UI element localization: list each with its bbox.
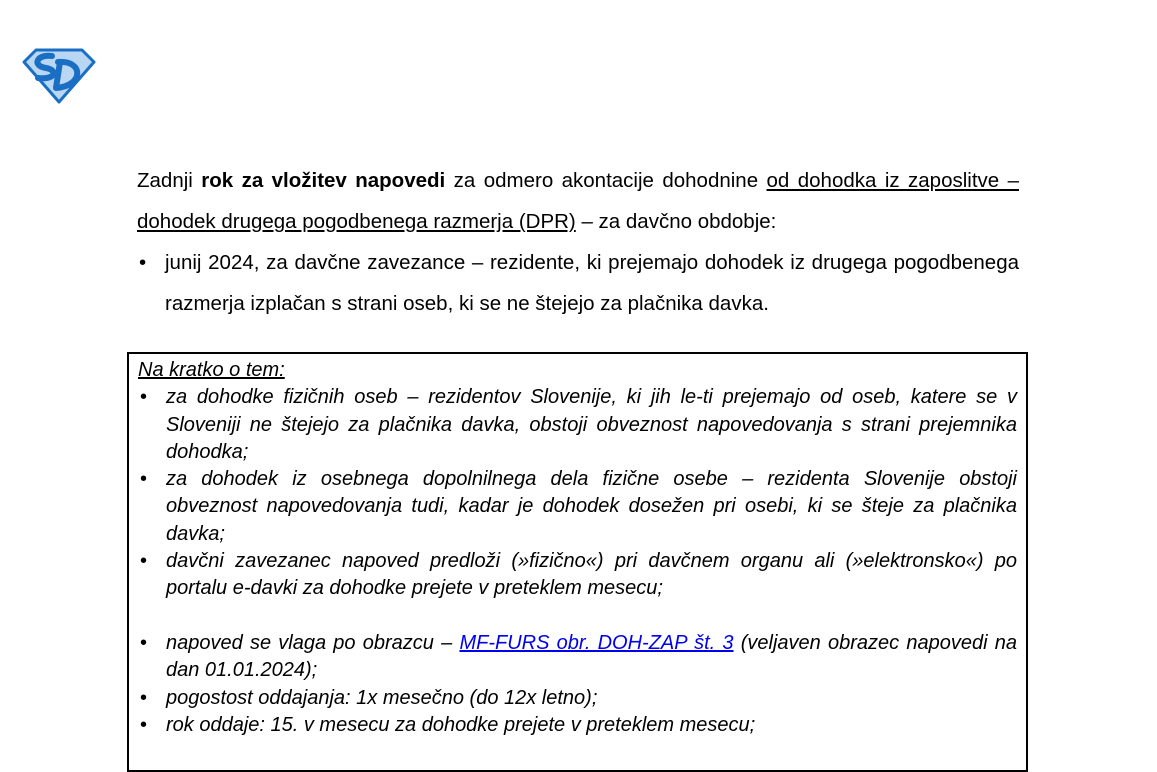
summary-list <box>138 384 1017 739</box>
deadline-bold: rok za vložitev napovedi <box>201 169 446 192</box>
list-item <box>138 548 1017 603</box>
list-item-text: za dohodek iz osebnega dopolnilnega dela fizične osebe – rezidenta Slovenije obstoji obveznost napovedovanja tudi, kadar je dohodek dosežen pri osebi, ki se šteje za plačnika davka; <box>166 468 1017 545</box>
intro-paragraph <box>137 160 1019 242</box>
list-item-text: junij 2024, za davčne zavezance – rezidente, ki prejemajo dohodek iz drugega pogodbenega razmerja izplačan s strani oseb, ki se ne štejejo za plačnika davka. <box>165 251 1019 315</box>
summary-box <box>127 352 1028 772</box>
list-item-text: za dohodke fizičnih oseb – rezidentov Slovenije, ki jih le-ti prejemajo od oseb, katere se v Sloveniji ne štejejo za plačnika davka, obstoji obveznost napovedovanja s strani prejemnika dohodka; <box>166 386 1017 463</box>
period-list <box>137 242 1019 324</box>
list-item <box>137 242 1019 324</box>
bullet-icon: • <box>140 550 148 573</box>
text: Zadnji <box>137 169 202 192</box>
box-heading: Na kratko o tem: <box>138 359 285 381</box>
list-item-text: rok oddaje: 15. v mesecu za dohodke prejete v preteklem mesecu; <box>166 713 756 736</box>
list-item <box>138 712 1017 739</box>
text: za odmero akontacije dohodnine <box>445 169 767 192</box>
list-item-text: davčni zavezanec napoved predloži (»fizično«) pri davčnem organu ali (»elektronsko«) po portalu e-davki za dohodke prejete v preteklem mesecu; <box>166 550 1017 600</box>
list-item <box>138 384 1017 466</box>
bullet-icon: • <box>140 713 148 736</box>
text: (veljaven obrazec napovedi na dan 01.01.2024); <box>166 631 1017 682</box>
bullet-icon: • <box>139 251 147 274</box>
bullet-icon: • <box>140 468 148 491</box>
list-item <box>138 466 1017 548</box>
bullet-icon: • <box>140 686 148 709</box>
bullet-icon: • <box>140 386 148 409</box>
list-item <box>138 630 1017 685</box>
intro-section <box>137 160 1019 324</box>
list-item <box>138 685 1017 712</box>
bullet-icon: • <box>140 631 148 654</box>
list-item-text: pogostost oddajanja: 1x mesečno (do 12x letno); <box>166 686 598 709</box>
text: napoved se vlaga po obrazcu – <box>166 631 460 654</box>
form-link[interactable]: MF-FURS obr. DOH-ZAP št. 3 <box>459 631 734 654</box>
income-type-underlined: od dohodka iz zaposlitve – dohodek drugega pogodbenega razmerja (DPR) <box>137 169 1020 233</box>
text: – za davčno obdobje: <box>575 210 777 233</box>
company-logo <box>22 48 96 104</box>
